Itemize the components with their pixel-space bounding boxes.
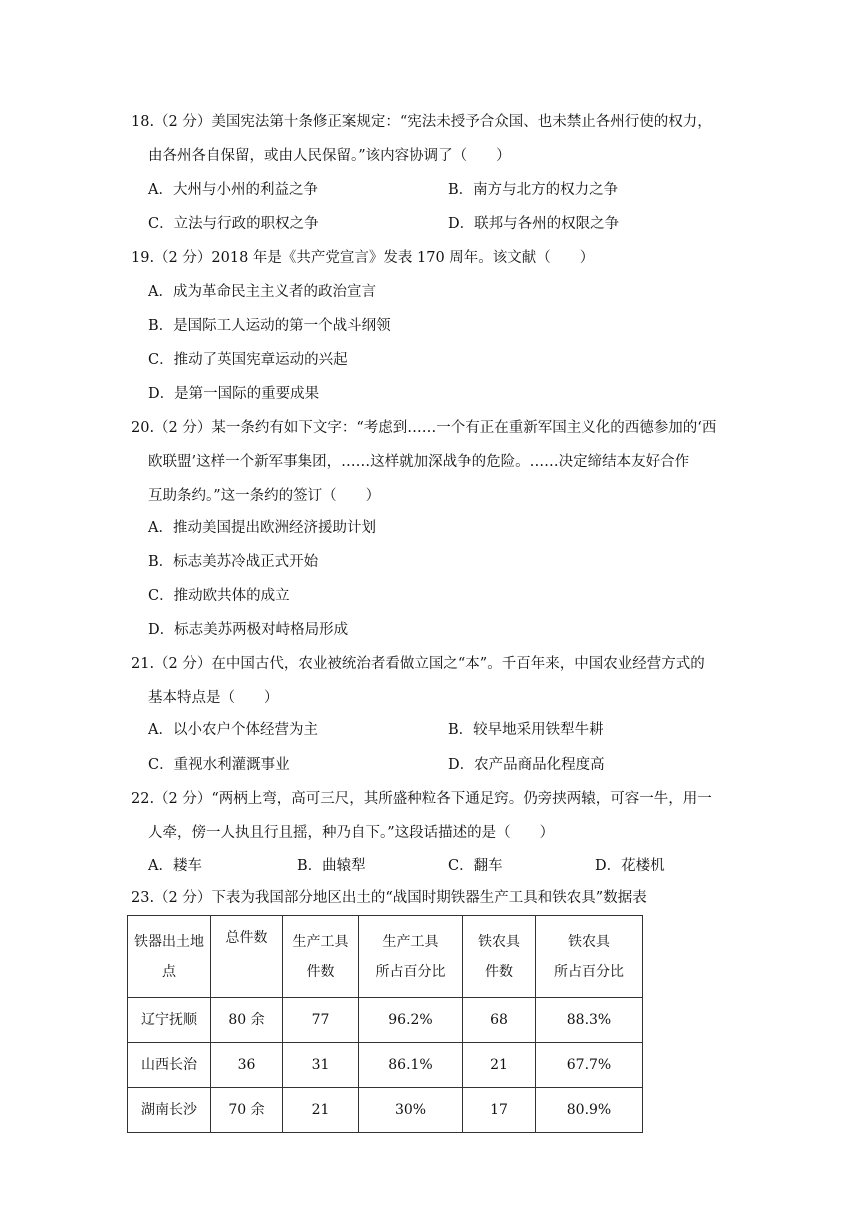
question-21-option-b[interactable]: B．较早地采用铁犁牛耕 xyxy=(448,722,604,738)
question-20-option-c[interactable]: C．推动欧共体的成立 xyxy=(148,588,290,604)
table-header-cell: 生产工具 件数 xyxy=(283,916,359,998)
question-19-stem-line1: 19.（2 分）2018 年是《共产党宣言》发表 170 周年。该文献（ ） xyxy=(131,250,595,266)
table-header-cell: 铁农具 件数 xyxy=(463,916,536,998)
table-cell: 湖南长沙 xyxy=(128,1088,211,1133)
question-19-option-b[interactable]: B．是国际工人运动的第一个战斗纲领 xyxy=(148,318,391,334)
question-19-option-c[interactable]: C．推动了英国宪章运动的兴起 xyxy=(148,352,348,368)
question-20-option-d[interactable]: D．标志美苏两极对峙格局形成 xyxy=(148,622,349,638)
table-cell: 30% xyxy=(359,1088,463,1133)
question-20-stem-line3: 互助条约。”这一条约的签订（ ） xyxy=(148,488,381,504)
question-18-option-b[interactable]: B．南方与北方的权力之争 xyxy=(448,182,619,198)
question-21-stem-line2: 基本特点是（ ） xyxy=(148,690,279,706)
iron-tools-data-table xyxy=(127,915,643,1133)
question-23-stem-line1: 23.（2 分）下表为我国部分地区出土的“战国时期铁器生产工具和铁农具”数据表 xyxy=(131,890,647,906)
table-header-cell: 总件数 xyxy=(211,916,283,998)
table-cell: 21 xyxy=(463,1043,536,1088)
table-cell: 88.3% xyxy=(536,998,643,1043)
table-cell: 67.7% xyxy=(536,1043,643,1088)
table-header-cell: 铁农具 所占百分比 xyxy=(536,916,643,998)
question-18-option-a[interactable]: A．大州与小州的利益之争 xyxy=(148,182,318,198)
table-cell: 17 xyxy=(463,1088,536,1133)
question-20-stem-line1: 20.（2 分）某一条约有如下文字：“考虑到……一个有正在重新军国主义化的西德参加的‘西 xyxy=(131,420,717,436)
question-18-stem-line2: 由各州各自保留，或由人民保留。”该内容协调了（ ） xyxy=(148,148,511,164)
question-19-option-a[interactable]: A．成为革命民主主义者的政治宣言 xyxy=(148,284,376,300)
question-21-option-a[interactable]: A．以小农户个体经营为主 xyxy=(148,722,318,738)
table-cell: 山西长治 xyxy=(128,1043,211,1088)
table-cell: 36 xyxy=(211,1043,283,1088)
table-cell: 86.1% xyxy=(359,1043,463,1088)
question-18-option-d[interactable]: D．联邦与各州的权限之争 xyxy=(448,216,620,232)
table-cell: 68 xyxy=(463,998,536,1043)
question-21-stem-line1: 21.（2 分）在中国古代，农业被统治者看做立国之“本”。千百年来，中国农业经营方式的 xyxy=(131,656,705,672)
question-22-stem-line1: 22.（2 分）“两柄上弯，高可三尺，其所盛种粒各下通足窍。仍旁挟两辕，可容一牛，用一 xyxy=(131,791,712,807)
question-22-stem-line2: 人牵，傍一人执且行且摇，种乃自下。”这段话描述的是（ ） xyxy=(148,825,555,841)
table-cell: 80.9% xyxy=(536,1088,643,1133)
question-21-option-c[interactable]: C．重视水利灌溉事业 xyxy=(148,757,290,773)
table-cell: 96.2% xyxy=(359,998,463,1043)
table-header-cell: 铁器出土地 点 xyxy=(128,916,211,998)
table-row xyxy=(128,1043,643,1088)
table-header-cell: 生产工具 所占百分比 xyxy=(359,916,463,998)
question-18-stem-line1: 18.（2 分）美国宪法第十条修正案规定：“宪法未授予合众国、也未禁止各州行使的权力， xyxy=(131,114,712,130)
table-cell: 70 余 xyxy=(211,1088,283,1133)
question-21-option-d[interactable]: D．农产品商品化程度高 xyxy=(448,757,605,773)
question-20-option-a[interactable]: A．推动美国提出欧洲经济援助计划 xyxy=(148,520,376,536)
question-22-option-d[interactable]: D．花楼机 xyxy=(595,858,665,874)
table-cell: 77 xyxy=(283,998,359,1043)
question-22-option-b[interactable]: B．曲辕犁 xyxy=(297,858,366,874)
question-22-option-c[interactable]: C．翻车 xyxy=(448,858,503,874)
table-cell: 21 xyxy=(283,1088,359,1133)
question-20-stem-line2: 欧联盟’这样一个新军事集团，……这样就加深战争的危险。……决定缔结本友好合作 xyxy=(148,454,690,470)
table-row xyxy=(128,998,643,1043)
question-22-option-a[interactable]: A．耧车 xyxy=(148,858,202,874)
question-18-option-c[interactable]: C．立法与行政的职权之争 xyxy=(148,216,319,232)
question-20-option-b[interactable]: B．标志美苏冷战正式开始 xyxy=(148,554,319,570)
table-cell: 31 xyxy=(283,1043,359,1088)
table-cell: 80 余 xyxy=(211,998,283,1043)
table-row xyxy=(128,1088,643,1133)
table-header-row xyxy=(128,916,643,998)
table-cell: 辽宁抚顺 xyxy=(128,998,211,1043)
question-19-option-d[interactable]: D．是第一国际的重要成果 xyxy=(148,386,320,402)
